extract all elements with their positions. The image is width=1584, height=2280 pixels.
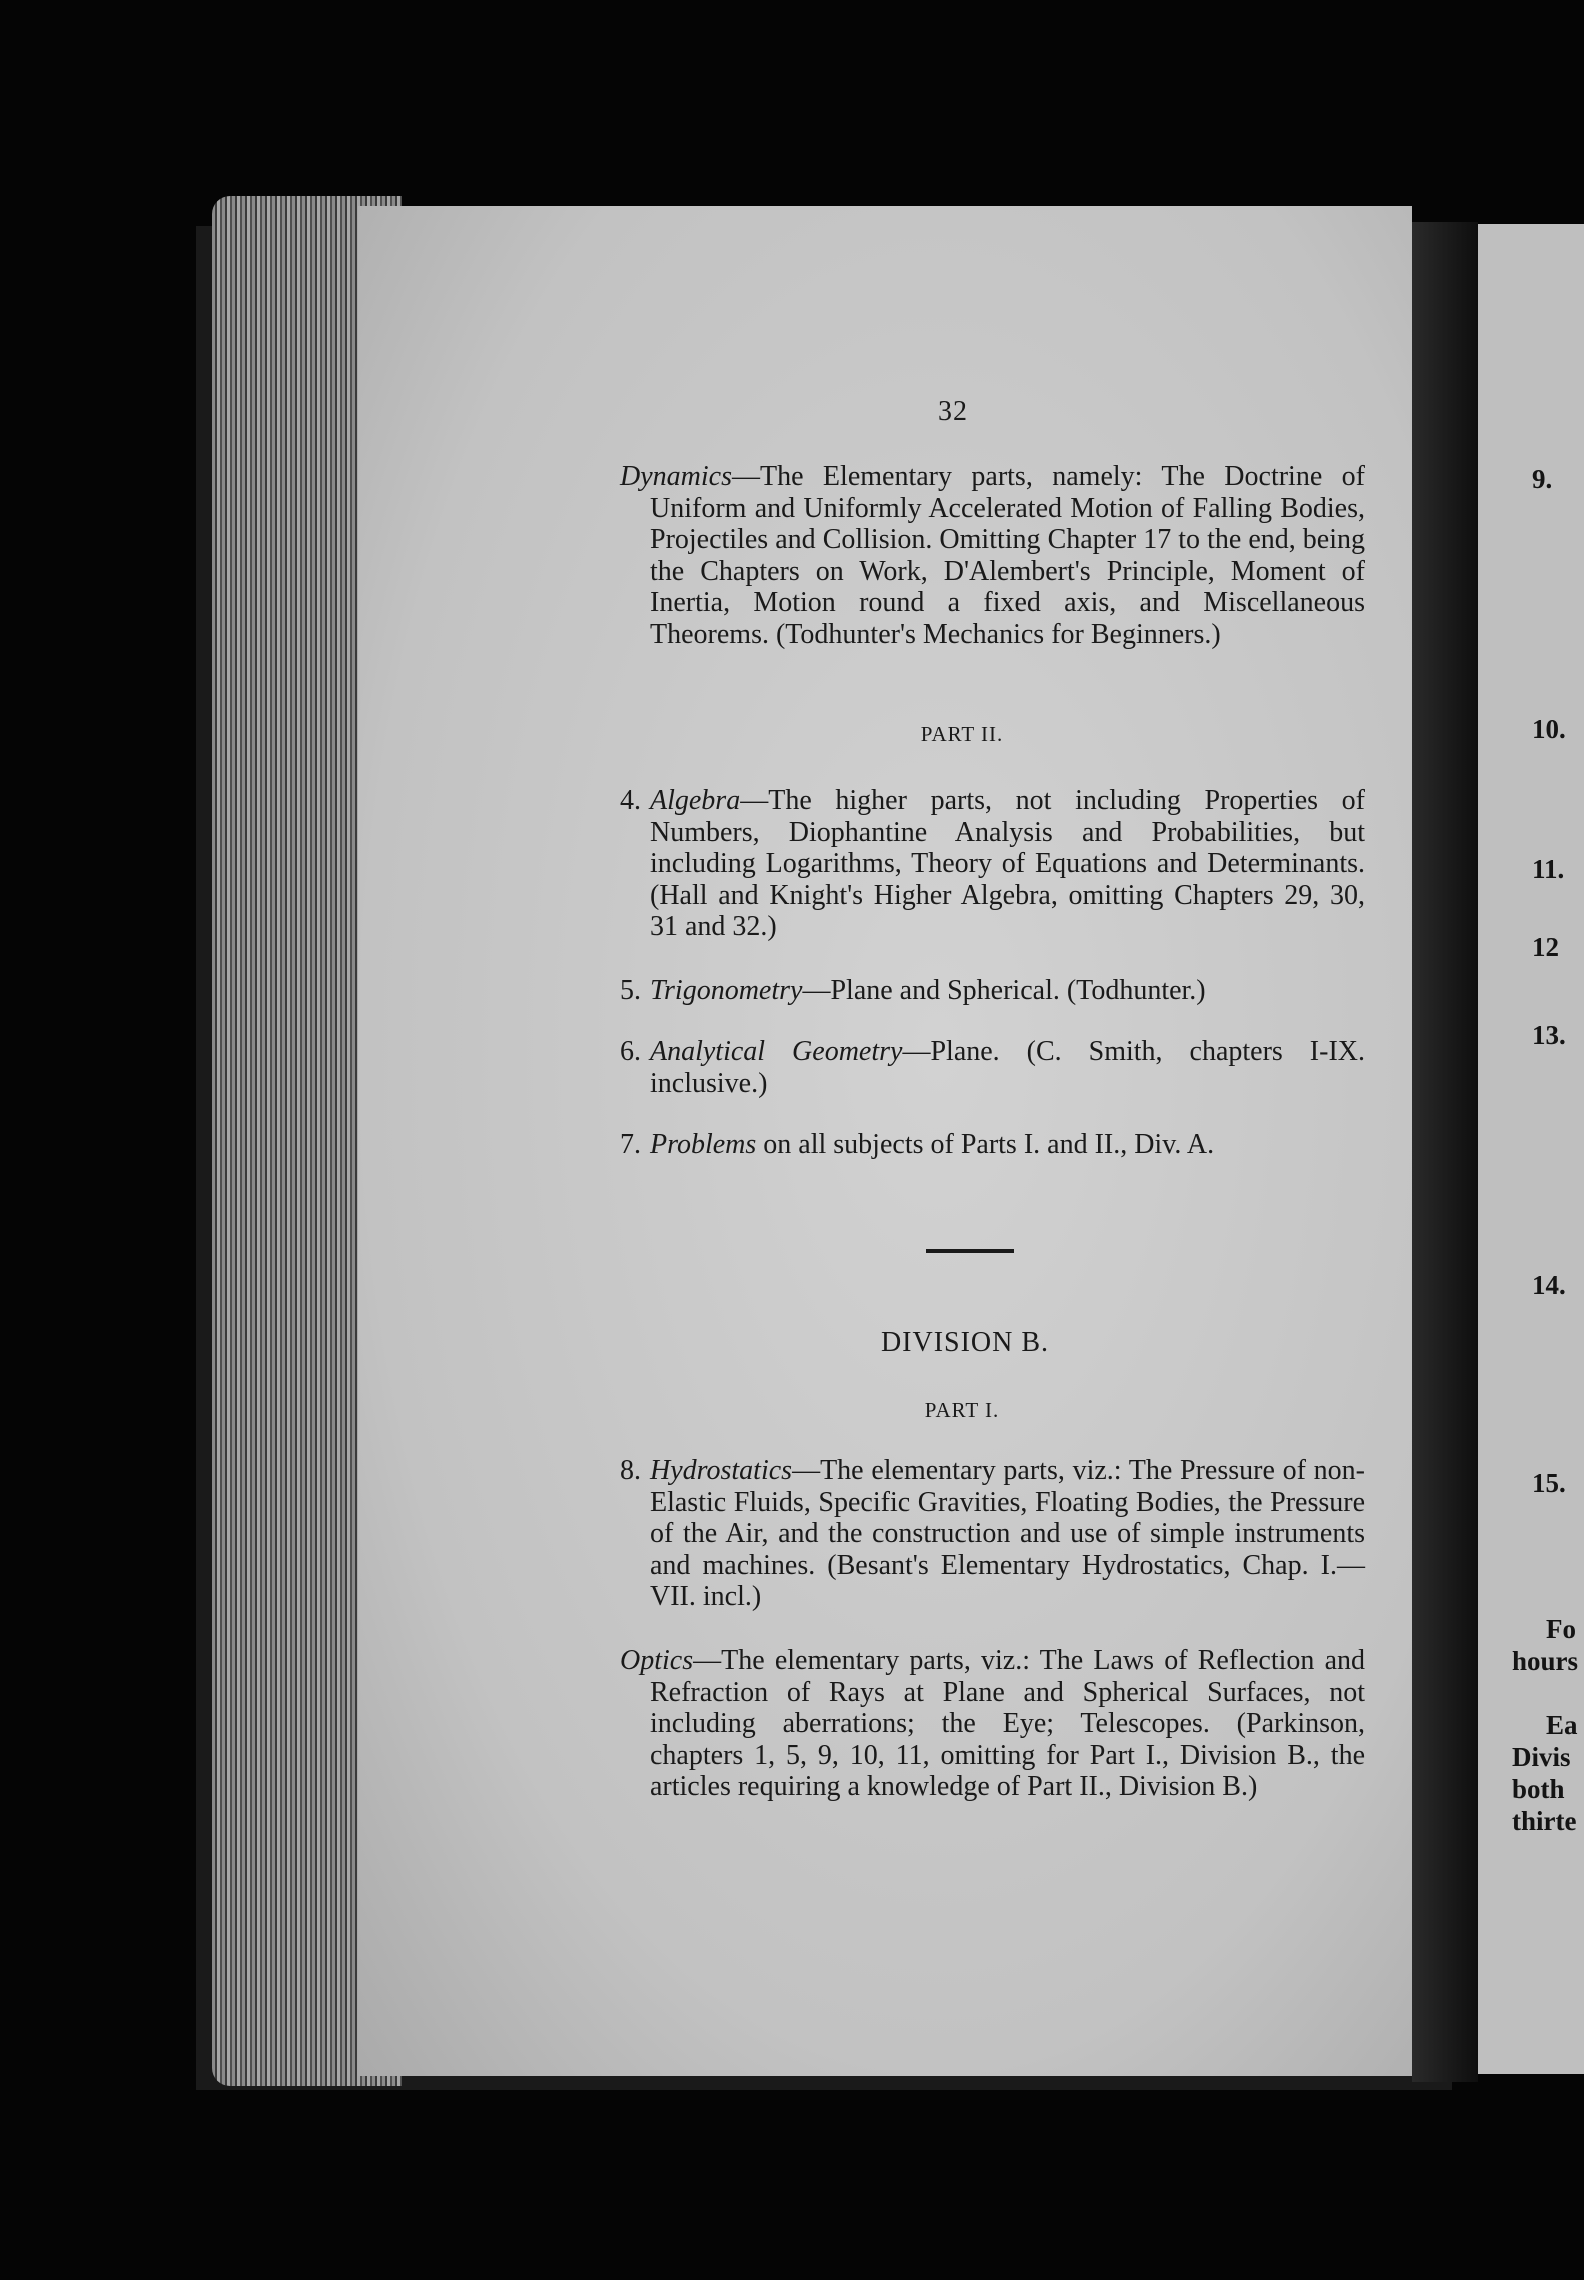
margin-number: 10. xyxy=(1532,714,1566,744)
margin-fragment: Divis xyxy=(1512,1742,1571,1772)
item-text: —The elementary parts, viz.: The Pressure of non-Elastic Fluids, Specific Gravities, Floating Bodies, the Pressure of the Air, and the construction and use of simple instruments and machines. (Besant's Elementary Hydrostatics, Chap. I.—VII. incl.) xyxy=(650,1455,1365,1612)
margin-fragment: thirte xyxy=(1512,1806,1577,1836)
margin-number: 14. xyxy=(1532,1270,1566,1300)
item-text: —Plane. (C. Smith, chapters I-IX. inclusive.) xyxy=(650,1036,1365,1099)
margin-number: 12 xyxy=(1532,932,1559,962)
item-term: Problems xyxy=(650,1129,757,1160)
margin-fragment: both xyxy=(1512,1774,1565,1804)
division-b-heading: DIVISION B. xyxy=(880,1327,1050,1358)
problems-item xyxy=(620,1129,1365,1161)
item-text: —Plane and Spherical. (Todhunter.) xyxy=(802,975,1206,1006)
trigonometry-item xyxy=(620,975,1365,1007)
part-1-heading: PART I. xyxy=(924,1398,1000,1422)
margin-number: 15. xyxy=(1532,1468,1566,1498)
item-term: Algebra xyxy=(650,785,741,816)
margin-fragment: Fo xyxy=(1546,1614,1576,1644)
optics-paragraph xyxy=(620,1645,1365,1803)
optics-term: Optics xyxy=(620,1645,694,1676)
item-number: 5. xyxy=(620,975,641,1006)
item-number: 6. xyxy=(620,1036,641,1067)
item-term: Hydrostatics xyxy=(650,1455,793,1486)
margin-fragment: hours xyxy=(1512,1646,1579,1676)
margin-number: 11. xyxy=(1532,854,1565,884)
hydrostatics-item xyxy=(620,1455,1365,1613)
margin-fragment: Ea xyxy=(1546,1710,1578,1740)
part-2-heading: PART II. xyxy=(920,722,1004,746)
section-divider xyxy=(926,1249,1014,1253)
item-text: —The higher parts, not including Properties of Numbers, Diophantine Analysis and Probabilities, but including Logarithms, Theory of Equations and Determinants. (Hall and Knight's Higher Algebra, omitting Chapters 29, 30, 31 and 32.) xyxy=(650,785,1365,942)
item-number: 8. xyxy=(620,1455,641,1486)
analytical-geometry-item xyxy=(620,1036,1365,1099)
page-number: 32 xyxy=(938,396,968,427)
optics-text: —The elementary parts, viz.: The Laws of Reflection and Refraction of Rays at Plane and Spherical Surfaces, not including aberrations; the Eye; Telescopes. (Parkinson, chapters 1, 5, 9, 10, 11, omitting for Part I., Division B., the articles requiring a knowledge of Part II., Division B.) xyxy=(650,1645,1365,1802)
algebra-item xyxy=(620,785,1365,943)
item-number: 4. xyxy=(620,785,641,816)
dynamics-text: —The Elementary parts, namely: The Doctrine of Uniform and Uniformly Accelerated Motion of Falling Bodies, Projectiles and Collision. Omitting Chapter 17 to the end, being the Chapters on Work, D'Alembert's Principle, Moment of Inertia, Motion round a fixed axis, and Miscellaneous Theorems. (Todhunter's Mechanics for Beginners.) xyxy=(650,461,1365,650)
dynamics-term: Dynamics xyxy=(620,461,732,492)
dynamics-paragraph xyxy=(620,461,1365,650)
item-term: Analytical Geometry xyxy=(650,1036,903,1067)
margin-number: 13. xyxy=(1532,1020,1566,1050)
item-text: on all subjects of Parts I. and II., Div. A. xyxy=(756,1129,1215,1160)
item-term: Trigonometry xyxy=(650,975,803,1006)
item-number: 7. xyxy=(620,1129,641,1160)
margin-number: 9. xyxy=(1532,464,1553,494)
